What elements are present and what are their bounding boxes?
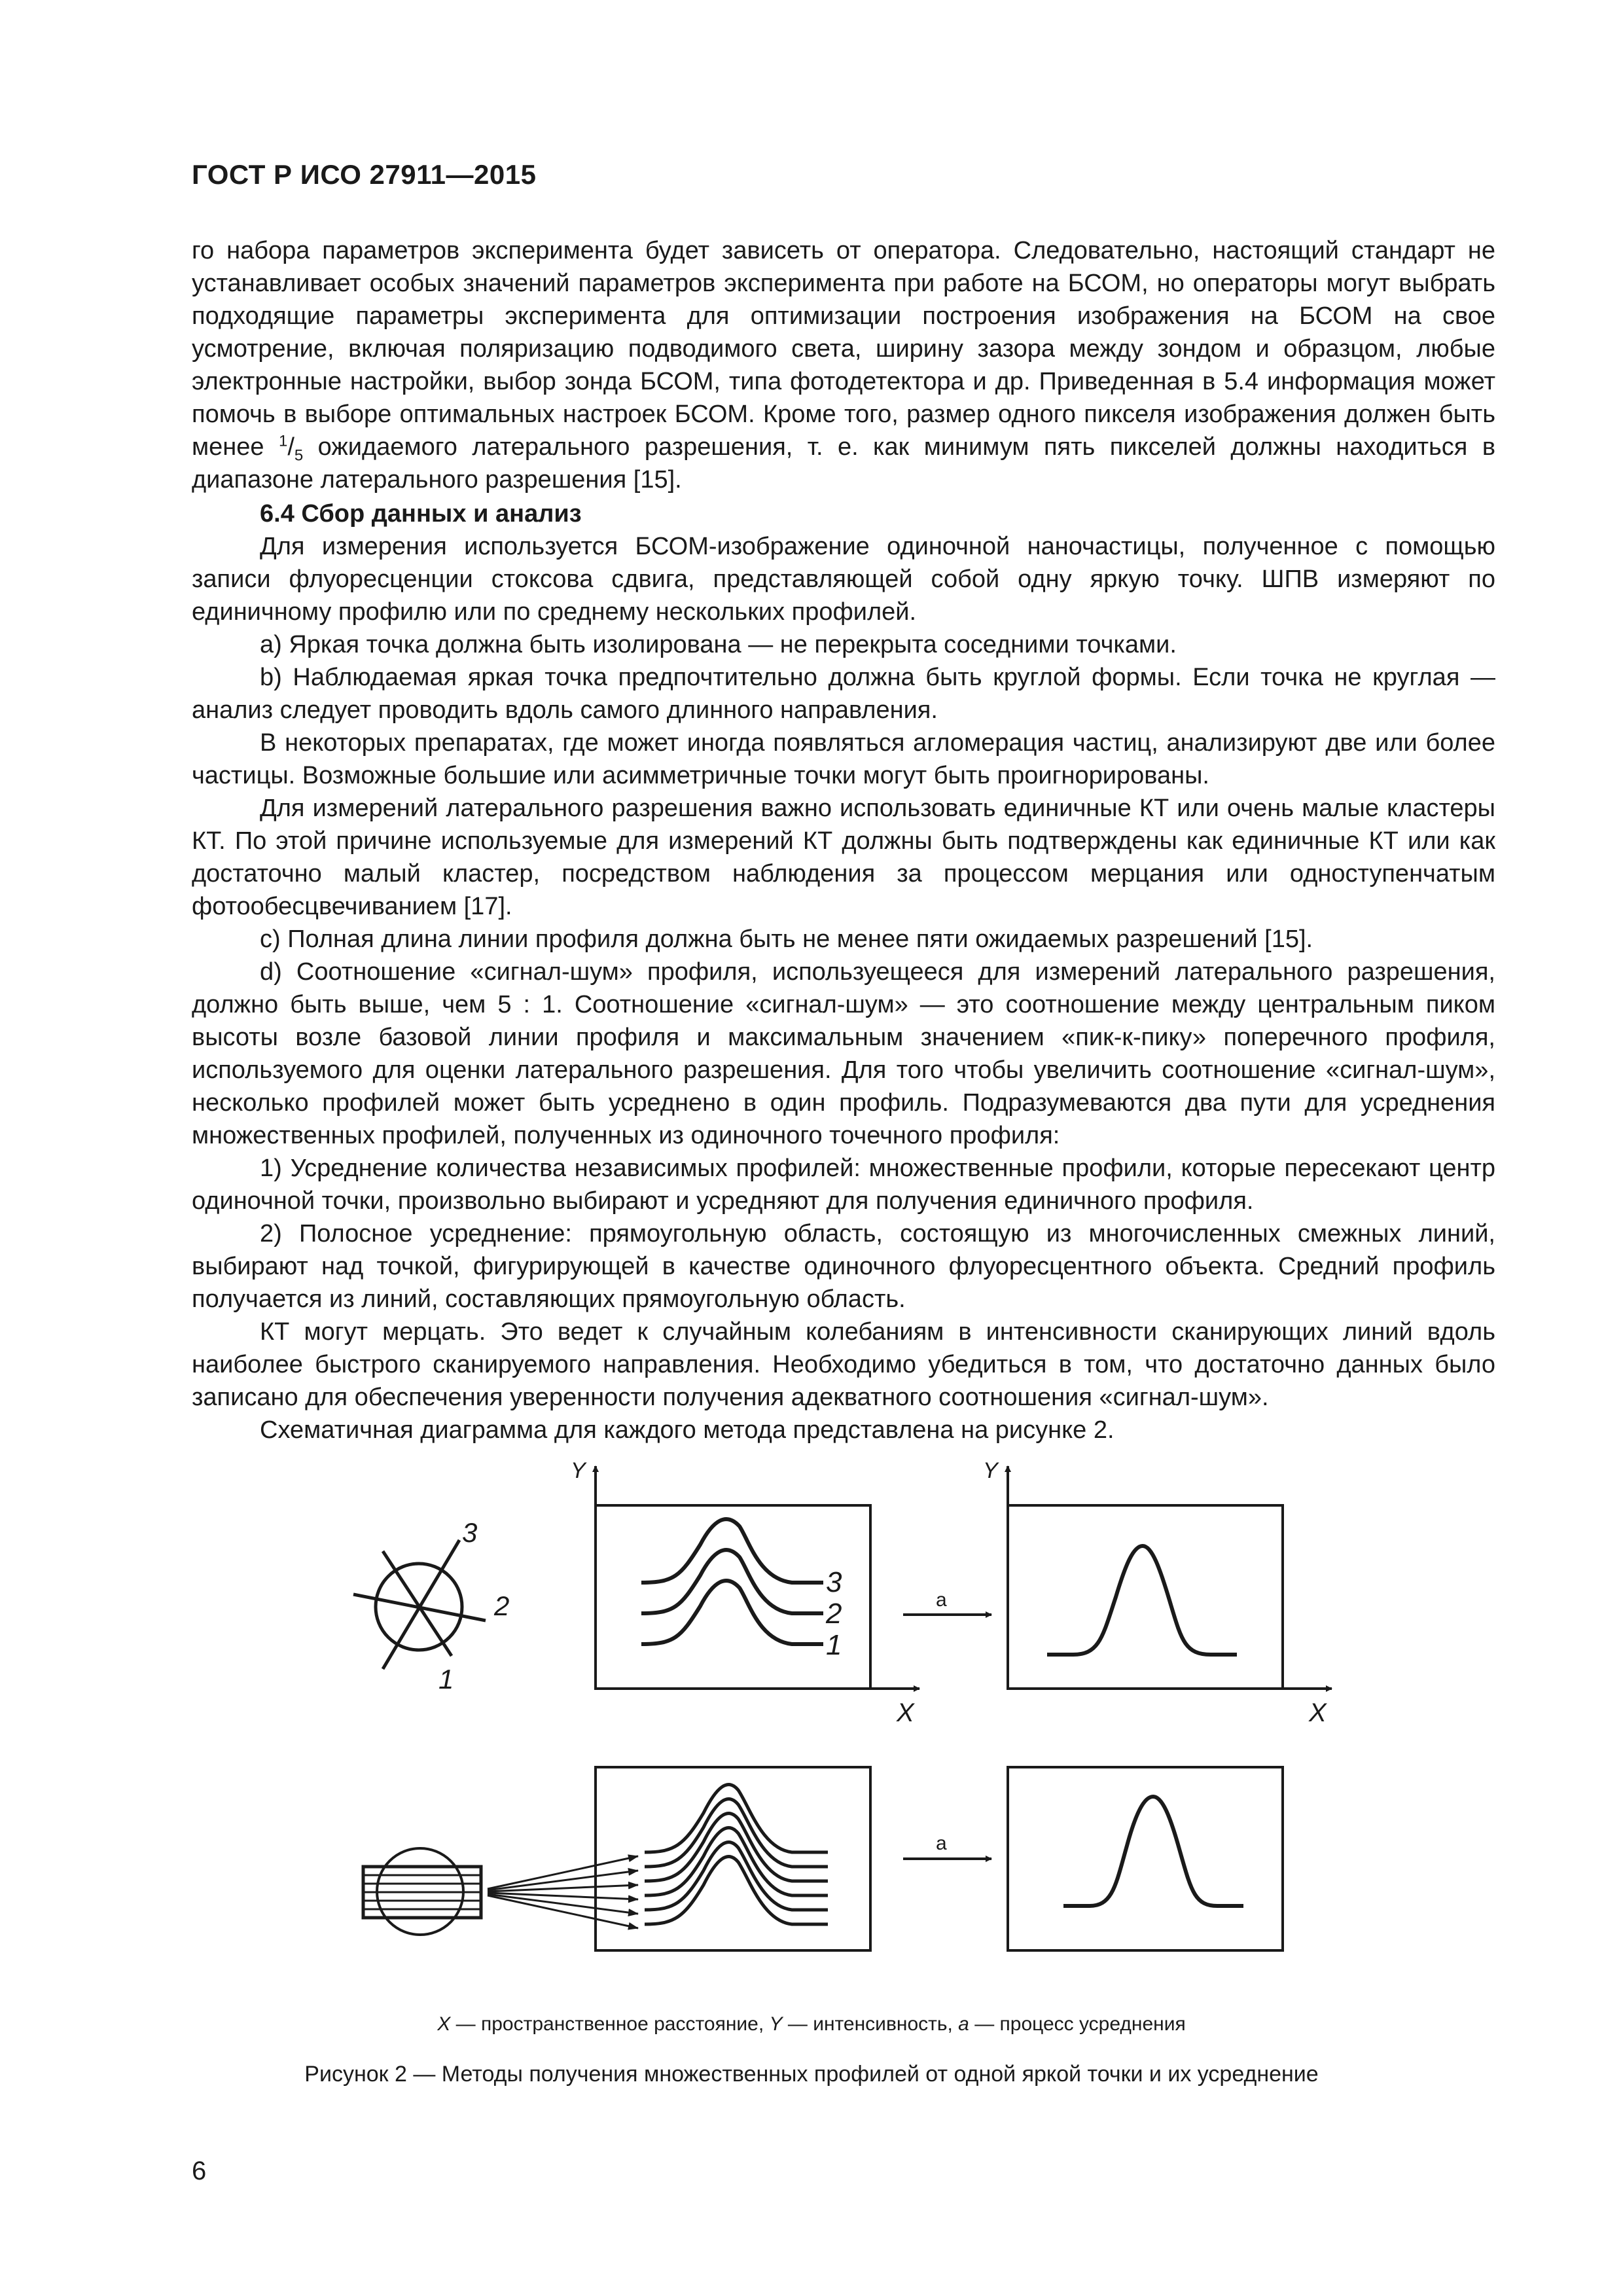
- list-item-1: 1) Усреднение количества независимых профилей: множественные профили, которые пересекают центр одиночной точки, произвольно выбирают и усредняют для получения единичного профиля.: [192, 1155, 1495, 1215]
- arrow-label: a: [936, 1589, 947, 1611]
- section-title: 6.4 Сбор данных и анализ: [260, 500, 582, 528]
- line-label-1: 1: [438, 1664, 454, 1695]
- line-label-3: 3: [462, 1517, 478, 1548]
- axis-x-label: X: [897, 1698, 914, 1727]
- top-averaged-graph: [1008, 1466, 1332, 1689]
- paragraph: Для измерений латерального разрешения важно использовать единичные КТ или очень малые кластеры КТ. По этой причине используемые для измерений КТ должны быть подтверждены как единичные КТ или как достаточно малый кластер, посредством наблюдения за процессом мерцания или одноступенчатым фотообесцвечиванием [17].: [192, 795, 1495, 920]
- axis-y-label: Y: [571, 1458, 586, 1483]
- intro-paragraph: го набора параметров эксперимента будет зависеть от оператора. Следовательно, настоящий стандарт не устанавливает особых значений параметров эксперимента при работе на БСОМ, но операторы могут выбрать подходящие параметры эксперимента для оптимизации построения изображения на БСОМ на свое усмотрение, включая поляризацию подводимого света, ширину зазора между зондом и образцом, любые электронные настройки, выбор зонда БСОМ, типа фотодетектора и др. Приведенная в 5.4 информация может помочь в выборе оптимальных настроек БСОМ. Кроме того, размер одного пикселя изображения должен быть менее $^1/_5$ ожидаемого латерального разрешения, т. е. как минимум пять пикселей должны находиться в диапазоне латерального разрешения [15].: [192, 237, 1496, 493]
- list-item-c: с) Полная длина линии профиля должна быть не менее пяти ожидаемых разрешений [15].: [260, 925, 1313, 953]
- bottom-profiles-graph: [596, 1767, 870, 1950]
- axis-y-label: Y: [983, 1458, 998, 1483]
- body-text: [192, 234, 1495, 1446]
- paragraph: Для измерения используется БСОМ-изображение одиночной наночастицы, полученное с помощью записи флуоресценции стоксова сдвига, представляющей собой одну яркую точку. ШПВ измеряют по единичному профилю или по среднему нескольких профилей.: [192, 533, 1495, 626]
- document-header: ГОСТ Р ИСО 27911—2015: [192, 159, 537, 190]
- list-item-a: а) Яркая точка должна быть изолирована — не перекрыта соседними точками.: [260, 631, 1177, 658]
- figure-caption: Рисунок 2 — Методы получения множественных профилей от одной яркой точки и их усреднение: [304, 2062, 1319, 2087]
- paragraph: В некоторых препаратах, где может иногда появляться агломерация частиц, анализируют две или более частицы. Возможные большие или асимметричные точки могут быть проигнорированы.: [192, 729, 1495, 789]
- list-item-d: d) Соотношение «сигнал-шум» профиля, используещееся для измерений латерального разрешения, должно быть выше, чем 5 : 1. Соотношение «сигнал-шум» — это соотношение между центральным пиком высоты возле базовой линии профиля и максимальным значением «пик-к-пику» поперечного профиля, используемого для оценки латерального разрешения. Для того чтобы увеличить соотношение «сигнал-шум», несколько профилей может быть усреднено в один профиль. Подразумеваются два пути для усреднения множественных профилей, полученных из одиночного точечного профиля:: [192, 958, 1495, 1149]
- bottom-averaged-graph: [1008, 1767, 1283, 1950]
- figure-reference: Схематичная диаграмма для каждого метода представлена на рисунке 2.: [260, 1416, 1115, 1444]
- axis-x-label: X: [1309, 1698, 1327, 1727]
- page-number: 6: [192, 2157, 207, 2185]
- curve-label-1: 1: [826, 1629, 842, 1661]
- spot-with-band-lines: [363, 1848, 481, 1935]
- top-profiles-graph: [596, 1466, 919, 1689]
- list-item-2: 2) Полосное усреднение: прямоугольную область, состоящую из многочисленных смежных линий, выбирают над точкой, фигурирующей в качестве одиночного флуоресцентного объекта. Средний профиль получается из линий, составляющих прямоугольную область.: [192, 1220, 1495, 1313]
- arrow-label: a: [936, 1833, 947, 1854]
- figure-2-diagram: [0, 1440, 1623, 2003]
- curve-label-3: 3: [826, 1566, 842, 1598]
- band-arrows: [488, 1856, 638, 1928]
- paragraph: КТ могут мерцать. Это ведет к случайным колебаниям в интенсивности сканирующих линий вдоль наиболее быстрого сканируемого направления. Необходимо убедиться в том, что достаточно данных было записано для обеспечения уверенности получения адекватного соотношения «сигнал-шум».: [192, 1318, 1495, 1411]
- curve-label-2: 2: [826, 1598, 842, 1630]
- spot-with-profile-lines: [353, 1540, 486, 1669]
- line-label-2: 2: [494, 1590, 510, 1621]
- list-item-b: b) Наблюдаемая яркая точка предпочтительно должна быть круглой формы. Если точка не круглая — анализ следует проводить вдоль самого длинного направления.: [192, 664, 1495, 724]
- figure-legend: X — пространственное расстояние, Y — интенсивность, a — процесс усреднения: [437, 2013, 1186, 2035]
